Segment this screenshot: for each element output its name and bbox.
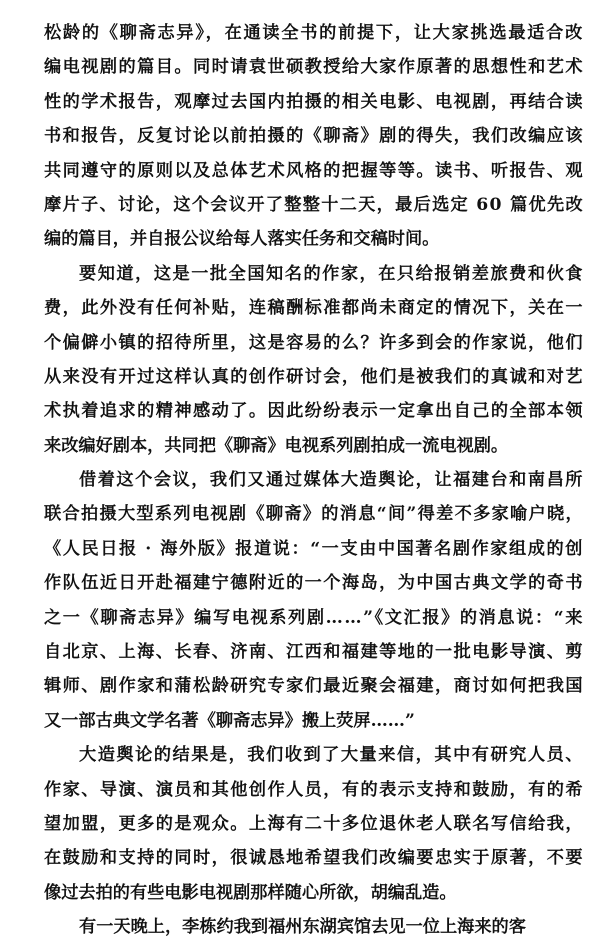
text-line: 性的学术报告，观摩过去国内拍摄的相关电影、电视剧，再结合读 [44,91,584,112]
text-line: 之一《聊斋志异》编写电视系列剧……”《文汇报》的消息说：“来 [44,607,584,628]
text-line: 辑师、剧作家和蒲松龄研究专家们最近聚会福建，商讨如何把我国 [44,676,584,697]
text-line: 书和报告，反复讨论以前拍摄的《聊斋》剧的得失，我们改编应该 [44,126,584,147]
text-line: 松龄的《聊斋志异》，在通读全书的前提下，让大家挑选最适合改 [44,23,584,43]
text-line: 联合拍摄大型系列电视剧《聊斋》的消息“间”得差不多家喻户晓， [44,504,584,525]
text-line: 又一部古典文学名著《聊斋志异》搬上荧屏……” [44,710,415,731]
text-line: 自北京、上海、长春、济南、江西和福建等地的一批电影导演、剪 [44,642,584,663]
text-line: 共同遵守的原则以及总体艺术风格的把握等等。读书、听报告、观 [44,160,584,181]
text-line: 在鼓励和支持的同时，很诚恳地希望我们改编要忠实于原著，不要 [44,848,584,869]
text-line: 像过去拍的有些电影电视剧那样随心所欲，胡编乱造。 [44,882,457,903]
text-line: 来改编好剧本，共同把《聊斋》电视系列剧拍成一流电视剧。 [44,435,509,456]
text-line: 术执着追求的精神感动了。因此纷纷表示一定拿出自己的全部本领 [44,401,584,422]
paragraph-2 [44,257,584,463]
document-page [44,16,584,945]
text-line: 望加盟，更多的是观众。上海有二十多位退休老人联名写信给我， [44,813,584,834]
text-line: 作队伍近日开赴福建宁德附近的一个海岛，为中国古典文学的奇书 [44,573,584,594]
text-line: 作家、导演、演员和其他创作人员，有的表示支持和鼓励，有的希 [44,779,584,800]
text-line: 《人民日报 · 海外版》报道说：“一支由中国著名剧作家组成的创 [44,538,584,559]
text-line: 有一天晚上，李栋约我到福州东湖宾馆去见一位上海来的客 [79,917,526,938]
text-line: 借着这个会议，我们又通过媒体大造舆论，让福建台和南昌所 [79,470,584,491]
paragraph-5 [44,910,584,944]
text-line: 要知道，这是一批全国知名的作家，在只给报销差旅费和伙食 [79,263,584,284]
text-line: 编的篇目，并自报公议给每人落实任务和交稿时间。 [44,229,440,250]
text-line: 摩片子、讨论，这个会议开了整整十二天，最后选定 60 篇优先改 [44,194,584,215]
text-line: 从来没有开过这样认真的创作研讨会，他们是被我们的真诚和对艺 [44,366,584,387]
paragraph-3 [44,463,584,738]
text-line: 费，此外没有任何补贴，连稿酬标准都尚未商定的情况下，关在一 [44,298,584,319]
text-line: 编电视剧的篇目。同时请袁世硕教授给大家作原著的思想性和艺术 [44,57,584,78]
paragraph-4 [44,738,584,910]
text-line: 个偏僻小镇的招待所里，这是容易的么？许多到会的作家说，他们 [44,332,584,353]
text-line: 大造舆论的结果是，我们收到了大量来信，其中有研究人员、 [79,745,584,766]
paragraph-1 [44,16,584,257]
